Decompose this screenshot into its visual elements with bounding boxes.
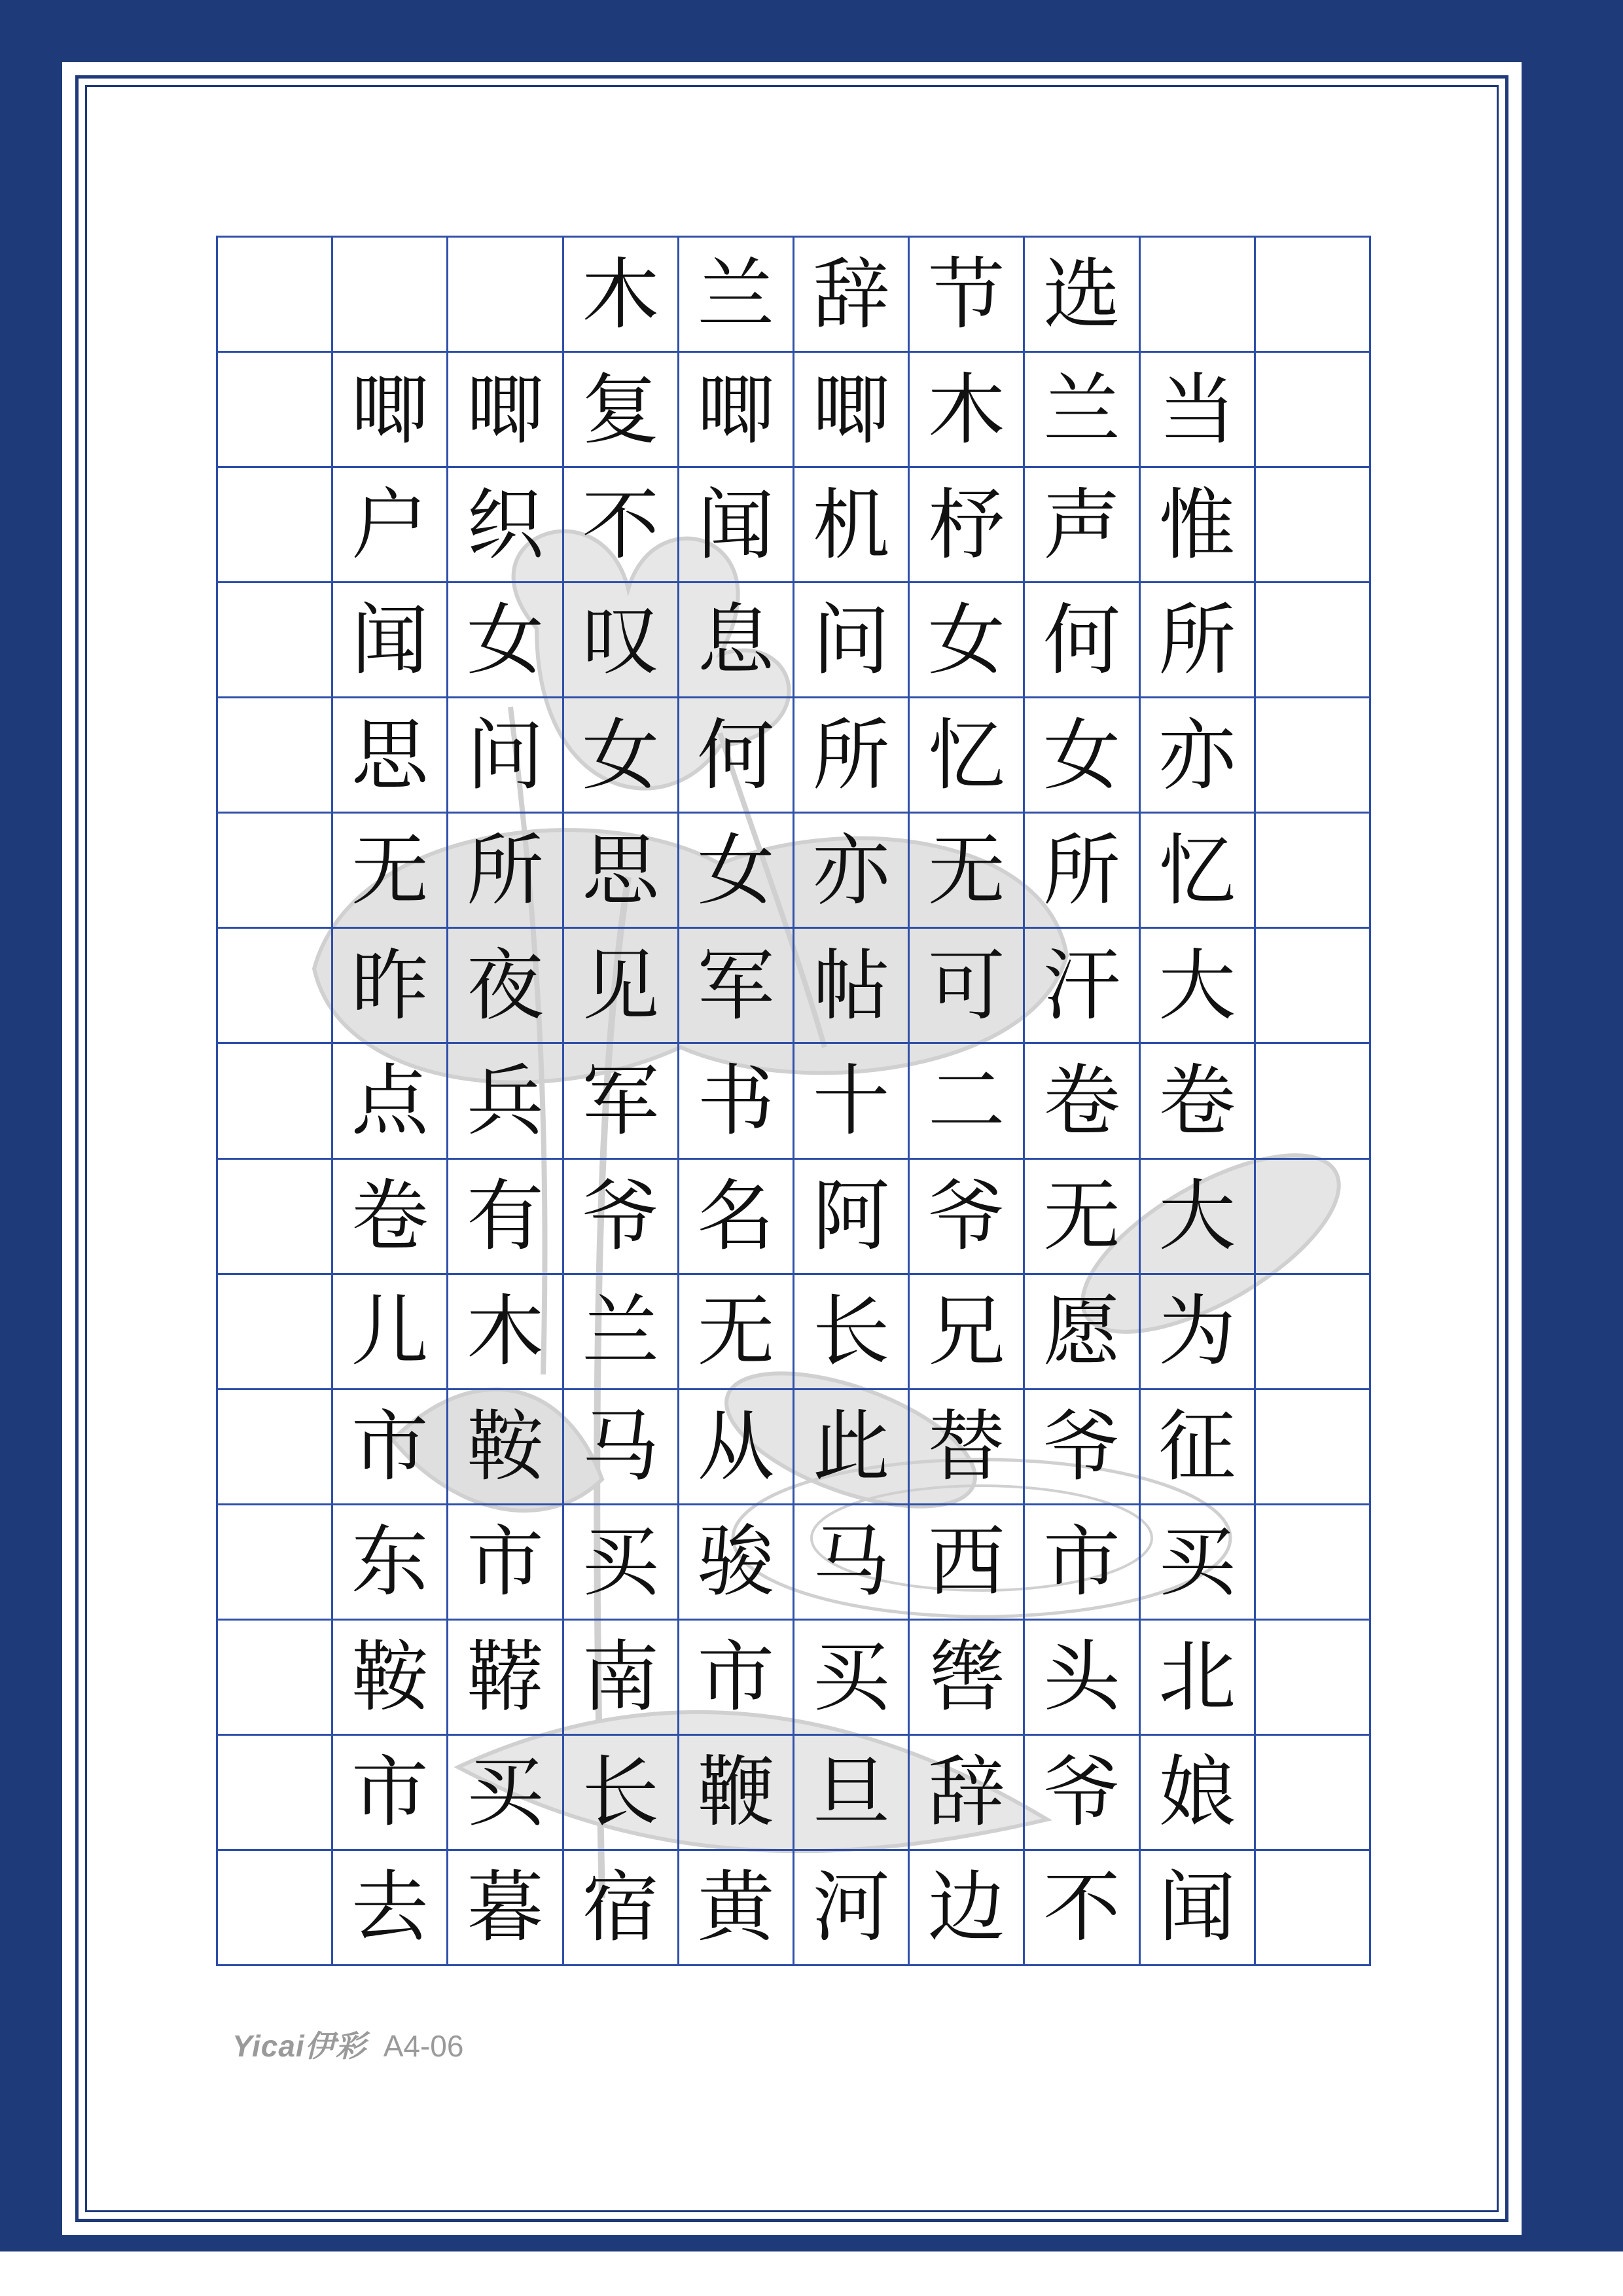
grid-cell: 市 [1025, 1505, 1140, 1621]
grid-cell [1256, 1851, 1371, 1966]
grid-cell: 河 [794, 1851, 910, 1966]
grid-cell [1256, 1505, 1371, 1621]
grid-cell [218, 1044, 333, 1159]
grid-cell: 军 [564, 1044, 679, 1159]
title-cell: 木 [564, 238, 679, 353]
paper-code: A4-06 [383, 2029, 464, 2063]
grid-cell: 所 [1025, 814, 1140, 929]
grid-cell: 儿 [333, 1275, 448, 1390]
grid-cell: 问 [448, 698, 563, 814]
grid-cell: 无 [1025, 1160, 1140, 1275]
grid-cell [218, 1621, 333, 1736]
grid-cell: 女 [448, 583, 563, 698]
grid-cell: 昨 [333, 929, 448, 1044]
grid-cell: 兰 [1025, 353, 1140, 468]
grid-cell: 息 [679, 583, 794, 698]
grid-cell [1256, 583, 1371, 698]
grid-cell [1256, 698, 1371, 814]
grid-cell: 爷 [564, 1160, 679, 1275]
title-cell [1256, 238, 1371, 353]
grid-cell: 市 [333, 1736, 448, 1851]
grid-cell: 买 [1141, 1505, 1256, 1621]
grid-cell: 所 [794, 698, 910, 814]
grid-cell: 买 [794, 1621, 910, 1736]
grid-cell: 闻 [679, 468, 794, 583]
grid-cell: 可 [910, 929, 1025, 1044]
grid-cell: 辔 [910, 1621, 1025, 1736]
grid-cell: 二 [910, 1044, 1025, 1159]
grid-cell [1256, 468, 1371, 583]
grid-cell: 辞 [910, 1736, 1025, 1851]
grid-cell: 边 [910, 1851, 1025, 1966]
grid-cell: 黄 [679, 1851, 794, 1966]
grid-cell: 思 [564, 814, 679, 929]
grid-cell: 名 [679, 1160, 794, 1275]
grid-cell [218, 1275, 333, 1390]
writing-grid [216, 236, 1371, 1966]
scan-bottom-strip [0, 2251, 1623, 2296]
grid-cell: 兵 [448, 1044, 563, 1159]
grid-cell: 卷 [1025, 1044, 1140, 1159]
grid-cell: 马 [794, 1505, 910, 1621]
grid-cell: 北 [1141, 1621, 1256, 1736]
grid-cell: 女 [1025, 698, 1140, 814]
grid-cell: 户 [333, 468, 448, 583]
grid-cell: 木 [910, 353, 1025, 468]
grid-cell: 市 [448, 1505, 563, 1621]
grid-cell: 替 [910, 1390, 1025, 1505]
grid-cell: 有 [448, 1160, 563, 1275]
grid-cell: 买 [564, 1505, 679, 1621]
grid-cell [218, 814, 333, 929]
grid-cell: 买 [448, 1736, 563, 1851]
grid-cell [1256, 1044, 1371, 1159]
grid-cell: 亦 [1141, 698, 1256, 814]
grid-cell [218, 698, 333, 814]
grid-cell: 市 [333, 1390, 448, 1505]
grid-cell: 鞭 [679, 1736, 794, 1851]
grid-cell: 木 [448, 1275, 563, 1390]
grid-cell: 织 [448, 468, 563, 583]
grid-cell: 点 [333, 1044, 448, 1159]
grid-cell: 东 [333, 1505, 448, 1621]
grid-cell: 兰 [564, 1275, 679, 1390]
grid-cell: 帖 [794, 929, 910, 1044]
grid-cell: 复 [564, 353, 679, 468]
grid-cell: 军 [679, 929, 794, 1044]
grid-cell: 市 [679, 1621, 794, 1736]
grid-cell: 无 [333, 814, 448, 929]
grid-cell: 大 [1141, 929, 1256, 1044]
grid-cell: 鞍 [333, 1621, 448, 1736]
grid-cell [218, 1505, 333, 1621]
grid-cell [218, 583, 333, 698]
grid-cell: 杼 [910, 468, 1025, 583]
grid-cell [1256, 1736, 1371, 1851]
title-cell: 兰 [679, 238, 794, 353]
grid-cell: 从 [679, 1390, 794, 1505]
grid-cell: 思 [333, 698, 448, 814]
title-cell: 辞 [794, 238, 910, 353]
grid-cell: 何 [679, 698, 794, 814]
grid-cell: 声 [1025, 468, 1140, 583]
grid-cell [1256, 1160, 1371, 1275]
grid-cell: 西 [910, 1505, 1025, 1621]
grid-cell: 宿 [564, 1851, 679, 1966]
grid-cell: 女 [910, 583, 1025, 698]
grid-cell: 汗 [1025, 929, 1140, 1044]
grid-cell: 旦 [794, 1736, 910, 1851]
grid-cell [1256, 814, 1371, 929]
grid-cell: 卷 [1141, 1044, 1256, 1159]
grid-cell: 十 [794, 1044, 910, 1159]
grid-cell [1256, 929, 1371, 1044]
grid-cell: 女 [564, 698, 679, 814]
grid-cell: 去 [333, 1851, 448, 1966]
grid-cell: 爷 [1025, 1390, 1140, 1505]
grid-cell: 所 [448, 814, 563, 929]
grid-cell: 唧 [794, 353, 910, 468]
grid-cell: 忆 [910, 698, 1025, 814]
grid-cell: 南 [564, 1621, 679, 1736]
title-cell [218, 238, 333, 353]
grid-cell: 马 [564, 1390, 679, 1505]
grid-cell: 不 [1025, 1851, 1140, 1966]
grid-cell: 此 [794, 1390, 910, 1505]
grid-cell [1256, 1621, 1371, 1736]
title-cell: 选 [1025, 238, 1140, 353]
grid-cell: 娘 [1141, 1736, 1256, 1851]
grid-cell: 问 [794, 583, 910, 698]
grid-cell [1256, 1275, 1371, 1390]
grid-cell: 爷 [910, 1160, 1025, 1275]
grid-cell: 征 [1141, 1390, 1256, 1505]
grid-cell: 阿 [794, 1160, 910, 1275]
grid-cell: 鞍 [448, 1390, 563, 1505]
title-cell [448, 238, 563, 353]
grid-cell: 当 [1141, 353, 1256, 468]
grid-cell: 兄 [910, 1275, 1025, 1390]
grid-cell: 大 [1141, 1160, 1256, 1275]
grid-cell: 不 [564, 468, 679, 583]
grid-cell [218, 929, 333, 1044]
grid-cell [218, 1160, 333, 1275]
grid-cell: 头 [1025, 1621, 1140, 1736]
grid-cell [218, 1390, 333, 1505]
grid-cell: 鞯 [448, 1621, 563, 1736]
grid-cell: 惟 [1141, 468, 1256, 583]
grid-cell [218, 468, 333, 583]
grid-cell: 为 [1141, 1275, 1256, 1390]
title-cell [1141, 238, 1256, 353]
grid-cell: 爷 [1025, 1736, 1140, 1851]
grid-cell: 暮 [448, 1851, 563, 1966]
grid-cell: 见 [564, 929, 679, 1044]
grid-cell: 机 [794, 468, 910, 583]
footer [232, 2022, 463, 2066]
grid-cell [1256, 1390, 1371, 1505]
brand-logo: Yicai伊彩 [232, 2029, 366, 2063]
grid-cell: 忆 [1141, 814, 1256, 929]
grid-cell: 唧 [333, 353, 448, 468]
grid-cell [218, 1851, 333, 1966]
grid-cell [218, 353, 333, 468]
grid-cell: 亦 [794, 814, 910, 929]
grid-cell: 无 [679, 1275, 794, 1390]
grid-cell: 长 [794, 1275, 910, 1390]
title-cell [333, 238, 448, 353]
grid-cell: 闻 [333, 583, 448, 698]
grid-cell: 叹 [564, 583, 679, 698]
grid-cell [218, 1736, 333, 1851]
grid-cell: 卷 [333, 1160, 448, 1275]
grid-cell: 书 [679, 1044, 794, 1159]
grid-cell [1256, 353, 1371, 468]
grid-cell: 女 [679, 814, 794, 929]
grid-cell: 骏 [679, 1505, 794, 1621]
grid-cell: 闻 [1141, 1851, 1256, 1966]
grid-cell: 唧 [448, 353, 563, 468]
title-cell: 节 [910, 238, 1025, 353]
grid-cell: 所 [1141, 583, 1256, 698]
grid-cell: 长 [564, 1736, 679, 1851]
grid-cell: 夜 [448, 929, 563, 1044]
grid-cell: 何 [1025, 583, 1140, 698]
grid-cell: 唧 [679, 353, 794, 468]
grid-cell: 愿 [1025, 1275, 1140, 1390]
grid-cell: 无 [910, 814, 1025, 929]
